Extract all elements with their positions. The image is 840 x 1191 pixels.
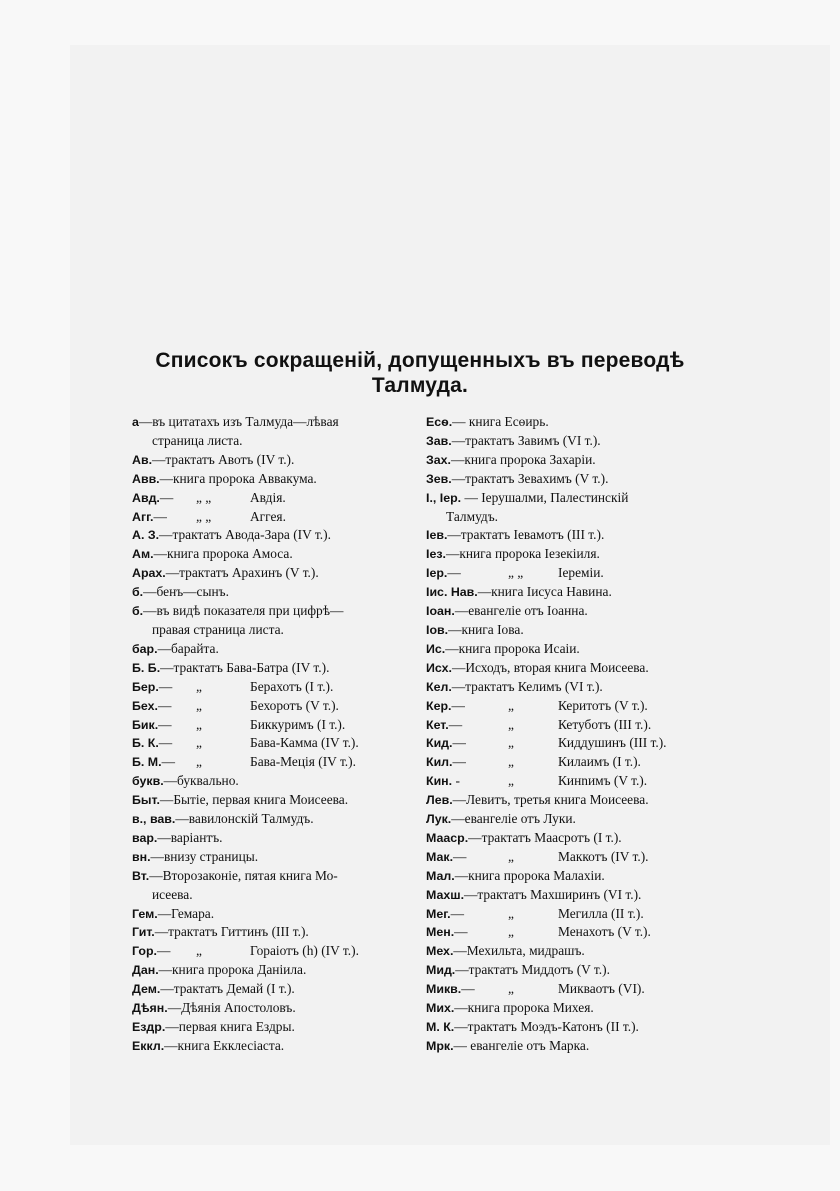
abbreviation-entry (132, 753, 412, 772)
definition: —трактатъ Махширинъ (VI т.). (464, 886, 642, 902)
abbreviation: Ам. (132, 547, 154, 562)
abbreviation: Еккл. (132, 1038, 165, 1053)
definition: —трактатъ Келимъ (VI т.). (451, 678, 603, 694)
ditto-mark: „ (508, 848, 514, 864)
definition: — (447, 565, 461, 581)
ditto-mark: „ (196, 716, 202, 732)
definition: — книга Есѳирь. (452, 414, 549, 429)
ditto-mark: „ (508, 754, 514, 770)
abbreviation-entry (426, 716, 711, 735)
abbreviation-entry (132, 772, 412, 791)
definition: —варіантъ. (157, 829, 223, 845)
abbreviation-entry (426, 923, 711, 942)
ditto-mark: „ „ (196, 489, 212, 505)
abbreviation-entry (426, 413, 711, 432)
abbreviation: Мак. (426, 849, 454, 864)
abbreviation-entry (132, 867, 412, 886)
abbreviation: Іис. Нав. (426, 585, 478, 600)
abbreviation-entry (426, 564, 711, 583)
abbreviation-entry (426, 470, 711, 489)
abbreviation: Мег. (426, 906, 451, 921)
abbreviation-entry (426, 886, 711, 905)
definition: — (454, 924, 468, 940)
definition-name: Аггея. (250, 508, 286, 524)
definition-continuation: правая страница листа. (152, 621, 284, 637)
definition: —трактатъ Авода-Зара (IV т.). (159, 527, 331, 543)
ditto-mark: „ (196, 943, 202, 959)
abbreviation: Дан. (132, 963, 159, 978)
abbreviation-entry (132, 999, 412, 1018)
right-column (426, 413, 711, 1056)
definition: — (158, 735, 173, 751)
definition: —вавилонскій Талмудъ. (175, 811, 314, 827)
abbreviation: Гит. (132, 925, 155, 940)
definition: —буквально. (163, 773, 239, 789)
definition: —книга пророка Іезекіиля. (445, 546, 600, 562)
definition-name: Бехоротъ (V т.). (250, 697, 339, 713)
abbreviation: Мен. (426, 925, 455, 940)
abbreviation-entry (426, 602, 711, 621)
abbreviation: Авд. (132, 490, 160, 505)
definition-name: Іереміи. (558, 565, 604, 581)
abbreviation-entry (132, 905, 412, 924)
abbreviation-entry (426, 867, 711, 886)
definition: —книга пророка Исаіи. (445, 640, 580, 656)
definition: —Дѣянія Апостоловъ. (167, 1000, 296, 1016)
ditto-mark: „ (508, 735, 514, 751)
definition: — (451, 697, 465, 713)
definition-name: Берахотъ (I т.). (250, 678, 334, 694)
abbreviation-entry (132, 659, 412, 678)
ditto-mark: „ (196, 697, 202, 713)
definition: — евангеліе отъ Марка. (453, 1037, 590, 1053)
abbreviation: Агг. (132, 509, 154, 524)
abbreviation: Б. Б. (132, 660, 161, 675)
definition-name: Авдія. (250, 489, 286, 505)
abbreviation-entry (132, 508, 412, 527)
abbreviation: Кер. (426, 698, 452, 713)
abbreviation: І., Іер. (426, 490, 462, 505)
abbreviation: Іев. (426, 528, 448, 543)
abbreviation: Дем. (132, 982, 161, 997)
abbreviation-entry (132, 678, 412, 697)
abbreviation: Мех. (426, 944, 454, 959)
definition-name: Менахотъ (V т.). (558, 924, 651, 940)
definition: —Исходъ, вторая книга Моисеева. (451, 659, 649, 675)
definition: —Левитъ, третья книга Моисеева. (452, 792, 649, 808)
abbreviation: букв. (132, 774, 164, 789)
abbreviation-entry (426, 1037, 711, 1056)
abbreviation-entry (426, 734, 711, 753)
definition-name: Маккотъ (IV т.). (558, 848, 649, 864)
abbreviation: в., вав. (132, 812, 176, 827)
abbreviation-entry (132, 470, 412, 489)
abbreviation: Ав. (132, 452, 153, 467)
abbreviation-entry (132, 942, 412, 961)
definition-continuation: исеева. (152, 886, 193, 902)
definition-name: Бава-Камма (IV т.). (250, 735, 359, 751)
abbreviation-entry (132, 848, 412, 867)
abbreviation-entry (132, 413, 412, 432)
abbreviation-entry (132, 526, 412, 545)
abbreviation-entry (426, 678, 711, 697)
definition: —трактатъ Маасротъ (I т.). (468, 829, 622, 845)
abbreviation-entry (426, 640, 711, 659)
ditto-mark: „ (508, 905, 514, 921)
abbreviation: Зев. (426, 471, 452, 486)
definition: —книга пророка Даніила. (158, 962, 307, 978)
definition-name: Кинnимъ (V т.). (558, 773, 648, 789)
definition: —евангеліе отъ Іоанна. (454, 603, 588, 619)
definition: —книга Іисуса Навина. (477, 584, 612, 600)
ditto-mark: „ (508, 697, 514, 713)
abbreviation: Лук. (426, 812, 452, 827)
abbreviation: Бер. (132, 679, 159, 694)
abbreviation-entry (132, 564, 412, 583)
abbreviation-entry (132, 734, 412, 753)
definition: —Мехильта, мидрашъ. (453, 943, 585, 959)
definition: — (453, 848, 467, 864)
abbreviation-entry (426, 545, 711, 564)
abbreviation: а (132, 415, 139, 429)
definition: —первая книга Ездры. (165, 1019, 295, 1034)
definition-continuation: страница листа. (152, 432, 243, 448)
abbreviation-entry (426, 489, 711, 508)
left-column (132, 413, 412, 1056)
definition: —внизу страницы. (150, 848, 259, 864)
definition: — (157, 697, 172, 713)
definition-name: Кетуботъ (III т.). (558, 716, 652, 732)
definition: —барайта. (157, 640, 219, 656)
definition: — (153, 508, 167, 524)
page-title (130, 348, 710, 398)
abbreviation: Микв. (426, 982, 462, 997)
abbreviation: б. (132, 604, 144, 619)
definition: —трактатъ Гиттинъ (III т.). (154, 924, 309, 940)
definition: — (452, 735, 466, 751)
definition-name: Керитотъ (V т.). (558, 697, 648, 713)
abbreviation-entry (426, 526, 711, 545)
abbreviation: Авв. (132, 471, 160, 486)
abbreviation: Мид. (426, 963, 456, 978)
abbreviation: Дѣян. (132, 1001, 168, 1016)
abbreviation-entry (132, 697, 412, 716)
abbreviation: А. З. (132, 528, 160, 543)
abbreviation-entry (426, 810, 711, 829)
abbreviation-entry (132, 961, 412, 980)
ditto-mark: „ (196, 735, 202, 751)
definition: —Бытіе, первая книга Моисеева. (159, 792, 349, 808)
definition: — (157, 943, 171, 959)
abbreviation: Б. М. (132, 755, 162, 770)
definition: —трактатъ Арахинъ (V т.). (165, 565, 319, 581)
definition-name: Биккуримъ (I т.). (250, 716, 346, 732)
abbreviation: Ездр. (132, 1020, 166, 1034)
definition: —книга пророка Малахіи. (454, 867, 605, 883)
abbreviation-entry (426, 848, 711, 867)
definition: — (158, 678, 173, 694)
abbreviation: Махш. (426, 887, 465, 902)
abbreviation-entry (426, 621, 711, 640)
definition: —трактатъ Іевамотъ (III т.). (447, 527, 605, 543)
abbreviation: Мааср. (426, 830, 469, 845)
abbreviation-entry (426, 583, 711, 602)
definition: —трактатъ Миддотъ (V т.). (455, 962, 610, 978)
definition: —книга Екклесіаста. (164, 1037, 285, 1053)
ditto-mark: „ (508, 924, 514, 940)
definition: —евангеліе отъ Луки. (451, 811, 576, 827)
abbreviation: бар. (132, 641, 158, 656)
abbreviation-entry (132, 451, 412, 470)
definition: —книга пророка Аввакума. (159, 470, 317, 486)
definition: —книга Іова. (448, 621, 524, 637)
abbreviation: Б. К. (132, 736, 159, 751)
definition: — (450, 905, 464, 921)
definition-name: Мегилла (II т.). (558, 905, 644, 921)
definition: —Гемара. (157, 905, 215, 921)
ditto-mark: „ (196, 678, 202, 694)
abbreviation-entry (426, 432, 711, 451)
abbreviation-entry (426, 697, 711, 716)
definition: — (461, 981, 475, 997)
abbreviation: Кин. (426, 774, 453, 789)
ditto-mark: „ (508, 773, 514, 789)
abbreviation-entry (132, 640, 412, 659)
definition: —книга пророка Амоса. (153, 546, 293, 562)
abbreviation: Мрк. (426, 1038, 454, 1053)
definition-name: Килаимъ (I т.). (558, 754, 641, 770)
definition: —въ цитатахъ изъ Талмуда—лѣвая (138, 414, 339, 429)
definition: - (452, 773, 460, 789)
definition: — Іерушалми, Палестинскій (461, 489, 629, 505)
abbreviation-entry (426, 829, 711, 848)
abbreviation-entry (426, 905, 711, 924)
abbreviation: Арах. (132, 566, 166, 581)
abbreviation: Іез. (426, 547, 446, 562)
abbreviation-entry (132, 583, 412, 602)
abbreviation-entry (132, 791, 412, 810)
abbreviation-entry (132, 489, 412, 508)
definition-name: Гораіотъ (h) (IV т.). (250, 943, 359, 959)
definition-name: Бава-Меція (IV т.). (250, 754, 356, 770)
ditto-mark: „ (508, 716, 514, 732)
abbreviation-entry (132, 602, 412, 621)
abbreviation-entry (132, 716, 412, 735)
abbreviation: Іов. (426, 622, 449, 637)
abbreviation: Зав. (426, 433, 452, 448)
abbreviation-entry (426, 659, 711, 678)
definition: —трактатъ Бава-Батра (IV т.). (160, 659, 330, 675)
abbreviation: вар. (132, 830, 158, 845)
definition: — (158, 716, 172, 732)
definition: —трактатъ Демай (I т.). (160, 981, 295, 997)
abbreviation: б. (132, 585, 144, 600)
definition: — (452, 754, 466, 770)
title-line-2: Талмуда. (371, 374, 469, 397)
definition: —трактатъ Авотъ (IV т.). (152, 451, 295, 467)
abbreviation-entry (426, 961, 711, 980)
abbreviation-entry (132, 980, 412, 999)
definition: —трактатъ Зевахимъ (V т.). (451, 470, 609, 486)
abbreviation: Зах. (426, 452, 451, 467)
abbreviation-entry (426, 753, 711, 772)
abbreviation-entry (132, 810, 412, 829)
abbreviation-entry (426, 980, 711, 999)
abbreviation: Гем. (132, 906, 158, 921)
definition: — (159, 489, 174, 505)
abbreviation: Гор. (132, 944, 157, 959)
abbreviation: М. К. (426, 1020, 455, 1034)
abbreviation: Есѳ. (426, 415, 453, 429)
abbreviation-entry (426, 942, 711, 961)
abbreviation: Кет. (426, 717, 449, 732)
definition: — (448, 716, 463, 732)
definition: —трактатъ Моэдъ-Катонъ (II т.). (454, 1019, 639, 1034)
abbreviation-entry (426, 999, 711, 1018)
abbreviation: Исх. (426, 660, 452, 675)
abbreviation: Бик. (132, 717, 159, 732)
definition: — (161, 754, 175, 770)
abbreviation: Мих. (426, 1001, 455, 1016)
abbreviation-entry (132, 1018, 412, 1037)
abbreviation: вн. (132, 849, 151, 864)
definition: —бенъ—сынъ. (143, 584, 229, 600)
abbreviation: Быт. (132, 793, 160, 808)
ditto-mark: „ „ (508, 565, 524, 581)
abbreviation: Іоан. (426, 604, 455, 619)
definition: —Второзаконіе, пятая книга Мо- (149, 867, 338, 883)
abbreviation-entry (132, 829, 412, 848)
ditto-mark: „ „ (196, 508, 212, 524)
abbreviation: Лев. (426, 793, 453, 808)
abbreviation: Бех. (132, 698, 158, 713)
definition: —книга пророка Михея. (454, 1000, 594, 1016)
abbreviation: Вт. (132, 868, 150, 883)
abbreviation-entry (132, 1037, 412, 1056)
definition-name: Микваотъ (VI). (558, 981, 645, 997)
definition-name: Киддушинъ (III т.). (558, 735, 667, 751)
abbreviation-entry (426, 451, 711, 470)
abbreviation: Іер. (426, 566, 448, 581)
definition: —въ видѣ показателя при цифрѣ— (143, 603, 344, 619)
abbreviation: Кил. (426, 755, 453, 770)
abbreviation-entry (426, 1018, 711, 1037)
abbreviation: Кел. (426, 679, 452, 694)
definition-continuation: Талмудъ. (446, 508, 498, 524)
abbreviation-entry (426, 791, 711, 810)
ditto-mark: „ (508, 981, 514, 997)
abbreviation-entry (426, 772, 711, 791)
title-line-1: Списокъ сокращеній, допущенныхъ въ переводѣ (155, 349, 685, 372)
ditto-mark: „ (196, 754, 202, 770)
abbreviation: Кид. (426, 736, 453, 751)
definition: —трактатъ Завимъ (VI т.). (451, 432, 601, 448)
abbreviation-entry (132, 545, 412, 564)
definition: —книга пророка Захаріи. (451, 451, 596, 467)
abbreviation-entry (132, 923, 412, 942)
abbreviation: Мал. (426, 868, 455, 883)
abbreviation: Ис. (426, 641, 446, 656)
